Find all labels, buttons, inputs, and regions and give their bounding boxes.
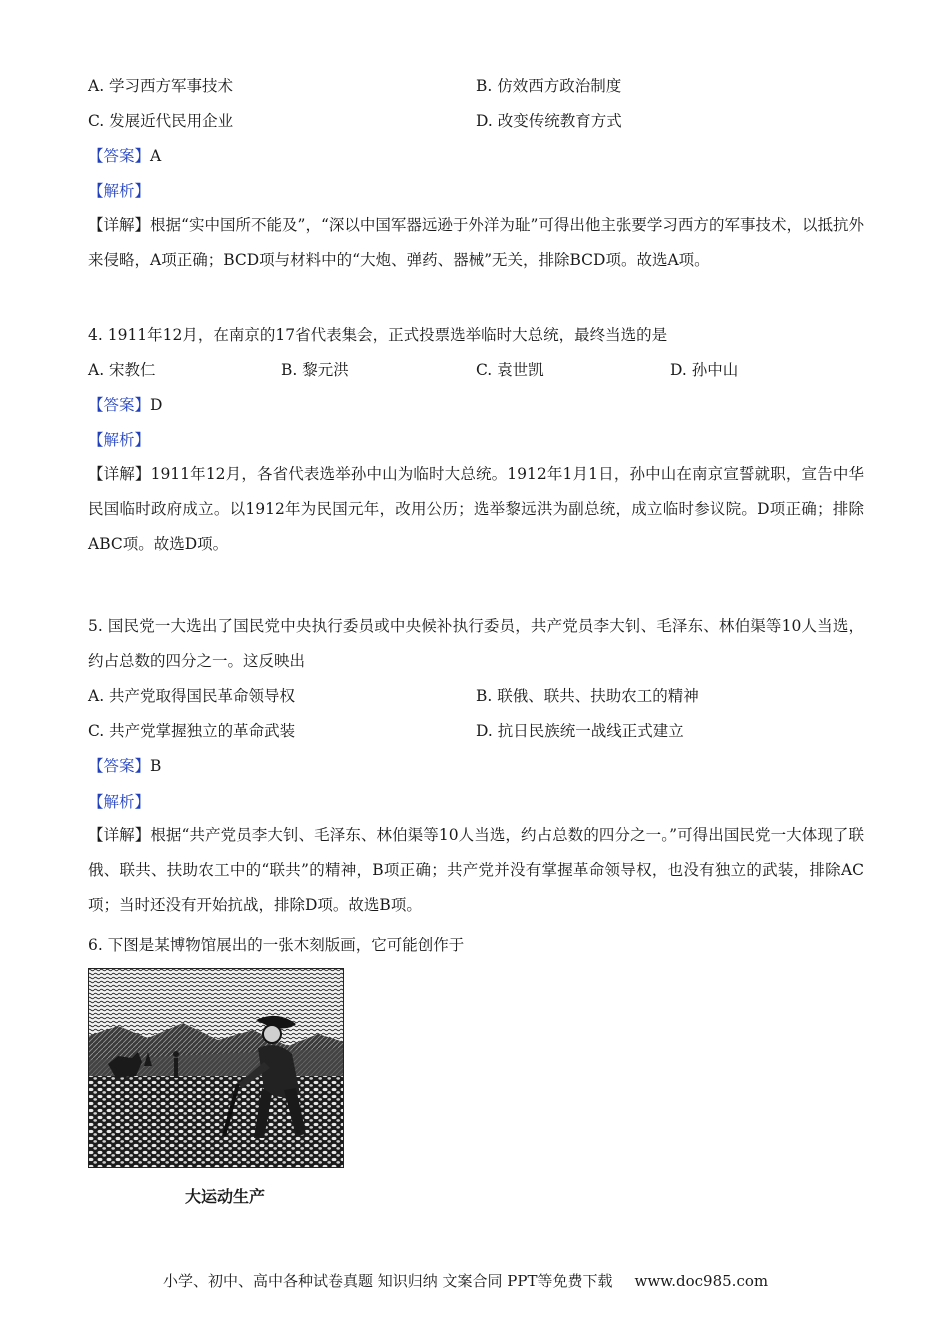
q4-analysis-tag: 【解析】: [88, 431, 151, 449]
woodcut-print-image: [88, 968, 344, 1168]
image-caption: 大运动生产: [185, 1187, 266, 1206]
detail-text: 根据“实中国所不能及”，“深以中国军器远逊于外洋为耻”可得出他主张要学习西方的军事技术，以抵抗外来侵略，A项正确；BCD项与材料中的“大炮、弹药、器械”无关，排除BCD项。故选A项。: [88, 216, 864, 269]
q4-option-d: D. 孙中山: [670, 361, 739, 379]
detail-tag: 【详解】: [88, 465, 151, 483]
q5-stem: 5. 国民党一大选出了国民党中央执行委员或中央候补执行委员，共产党员李大钊、毛泽东、林伯渠等10人当选，约占总数的四分之一。这反映出: [88, 617, 864, 670]
q3-detail: [88, 208, 864, 278]
answer-tag: 【答案】: [88, 147, 151, 165]
footer-url[interactable]: www.doc985.com: [634, 1272, 769, 1290]
q5-option-c: C. 共产党掌握独立的革命武装: [88, 722, 296, 740]
q3-answer: [88, 146, 161, 166]
q5-analysis-tag: 【解析】: [88, 793, 151, 811]
q4-answer: [88, 395, 162, 415]
footer-text: 小学、初中、高中各种试卷真题 知识归纳 文案合同 PPT等免费下载: [163, 1272, 613, 1290]
detail-tag: 【详解】: [88, 826, 151, 844]
page-footer: [163, 1270, 768, 1291]
q3-option-d: D. 改变传统教育方式: [476, 112, 622, 130]
q4-stem: 4. 1911年12月，在南京的17省代表集会，正式投票选举临时大总统，最终当选的是: [88, 326, 668, 344]
answer-value: B: [150, 757, 162, 775]
answer-tag: 【答案】: [88, 757, 151, 775]
q5-detail: [88, 818, 864, 923]
q5-option-d: D. 抗日民族统一战线正式建立: [476, 722, 684, 740]
q5-option-a: A. 共产党取得国民革命领导权: [88, 687, 296, 705]
q3-option-b: B. 仿效西方政治制度: [476, 77, 622, 95]
answer-value: A: [150, 147, 162, 165]
answer-value: D: [150, 396, 163, 414]
q3-option-a: A. 学习西方军事技术: [88, 77, 234, 95]
q4-option-c: C. 袁世凯: [476, 361, 544, 379]
detail-text: 1911年12月，各省代表选举孙中山为临时大总统。1912年1月1日，孙中山在南京宣誓就职，宣告中华民国临时政府成立。以1912年为民国元年，改用公历；选举黎远洪为副总统，成立临时参议院。D项正确；排除ABC项。故选D项。: [88, 465, 864, 553]
detail-text: 根据“共产党员李大钊、毛泽东、林伯渠等10人当选，约占总数的四分之一。”可得出国民党一大体现了联俄、联共、扶助农工中的“联共”的精神，B项正确；共产党并没有掌握革命领导权，也没有独立的武装，排除AC项；当时还没有开始抗战，排除D项。故选B项。: [88, 826, 864, 914]
q5-option-b: B. 联俄、联共、扶助农工的精神: [476, 687, 699, 705]
q4-option-b: B. 黎元洪: [281, 361, 349, 379]
q4-detail: [88, 457, 864, 562]
detail-tag: 【详解】: [88, 216, 151, 234]
answer-tag: 【答案】: [88, 396, 151, 414]
q6-stem: 6. 下图是某博物馆展出的一张木刻版画，它可能创作于: [88, 936, 465, 954]
q5-answer: [88, 756, 161, 776]
q4-option-a: A. 宋教仁: [88, 361, 156, 379]
q3-analysis-tag: 【解析】: [88, 182, 151, 200]
q3-option-c: C. 发展近代民用企业: [88, 112, 234, 130]
